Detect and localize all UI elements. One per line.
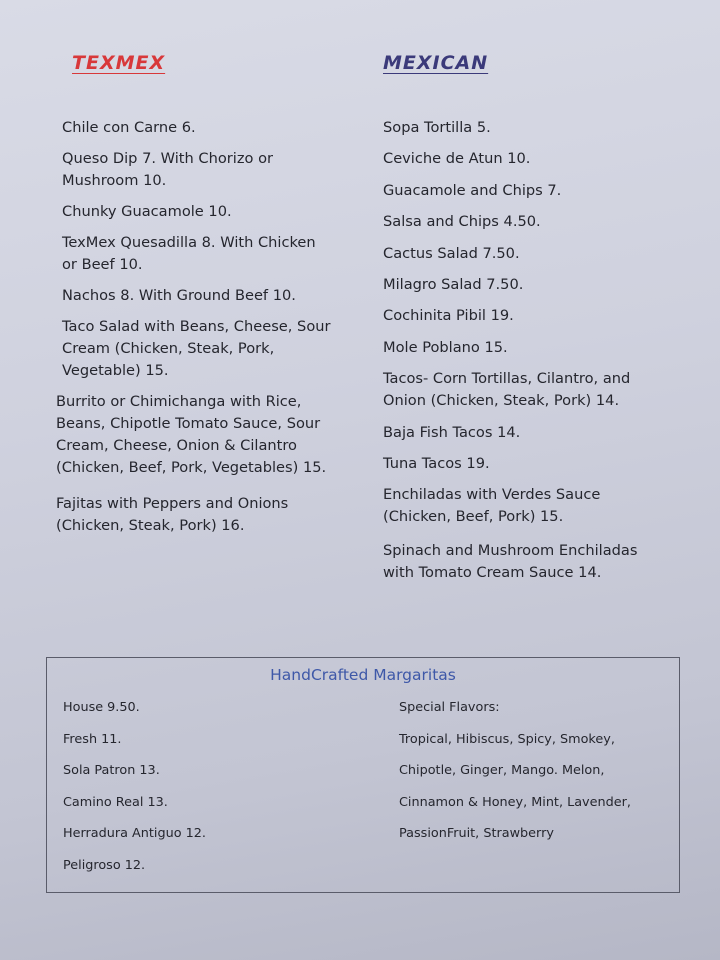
menu-item: Ceviche de Atun 10. [383, 150, 531, 168]
menu-item: Cactus Salad 7.50. [383, 244, 520, 262]
flavor-line: Tropical, Hibiscus, Spicy, Smokey, [399, 731, 615, 747]
menu-item: Guacamole and Chips 7. [383, 181, 562, 199]
menu-item: Taco Salad with Beans, Cheese, Sour Cream (Chicken, Steak, Pork, Vegetable) 15. [62, 318, 331, 379]
texmex-heading: TEXMEX [72, 52, 166, 74]
flavor-line: Cinnamon & Honey, Mint, Lavender, [399, 794, 631, 810]
margarita-item: Herradura Antiguo 12. [63, 826, 206, 842]
margaritas-box [46, 657, 680, 893]
special-flavors-list [399, 700, 631, 858]
menu-item: Tacos- Corn Tortillas, Cilantro, and Onion (Chicken, Steak, Pork) 14. [383, 370, 631, 410]
margaritas-title: HandCrafted Margaritas [270, 666, 456, 684]
menu-item: Chile con Carne 6. [62, 119, 196, 136]
menu-item: Mole Poblano 15. [383, 338, 508, 356]
menu-item: Fajitas with Peppers and Onions (Chicken, Steak, Pork) 16. [56, 495, 289, 534]
menu-item: Chunky Guacamole 10. [62, 203, 232, 220]
flavor-line: PassionFruit, Strawberry [399, 826, 554, 842]
special-flavors-label: Special Flavors: [399, 700, 500, 715]
menu-item: Nachos 8. With Ground Beef 10. [62, 287, 296, 304]
menu-item: Spinach and Mushroom Enchiladas with Tomato Cream Sauce 14. [383, 542, 638, 582]
menu-item: Milagro Salad 7.50. [383, 275, 524, 293]
mexican-heading: MEXICAN [383, 52, 489, 74]
margaritas-list [63, 700, 206, 890]
menu-item: Tuna Tacos 19. [383, 454, 490, 472]
margarita-item: Fresh 11. [63, 731, 122, 747]
margarita-item: Sola Patron 13. [63, 763, 160, 779]
menu-item: Burrito or Chimichanga with Rice, Beans, Chipotle Tomato Sauce, Sour Cream, Cheese, Onion & Cilantro (Chicken, Beef, Pork, Vegetables) 15. [56, 393, 327, 476]
menu-item: Baja Fish Tacos 14. [383, 423, 521, 441]
margarita-item: Peligroso 12. [63, 857, 146, 873]
flavor-line: Chipotle, Ginger, Mango. Melon, [399, 763, 605, 779]
margarita-item: Camino Real 13. [63, 794, 168, 810]
menu-item: Salsa and Chips 4.50. [383, 213, 541, 231]
mexican-menu-list [383, 117, 683, 594]
menu-item: Cochinita Pibil 19. [383, 307, 514, 325]
texmex-menu-list [56, 117, 362, 546]
menu-item: TexMex Quesadilla 8. With Chicken or Beef 10. [62, 234, 316, 273]
menu-item: Queso Dip 7. With Chorizo or Mushroom 10. [62, 150, 273, 189]
menu-item: Sopa Tortilla 5. [383, 119, 491, 136]
margarita-item: House 9.50. [63, 700, 140, 715]
menu-item: Enchiladas with Verdes Sauce (Chicken, Beef, Pork) 15. [383, 486, 601, 526]
